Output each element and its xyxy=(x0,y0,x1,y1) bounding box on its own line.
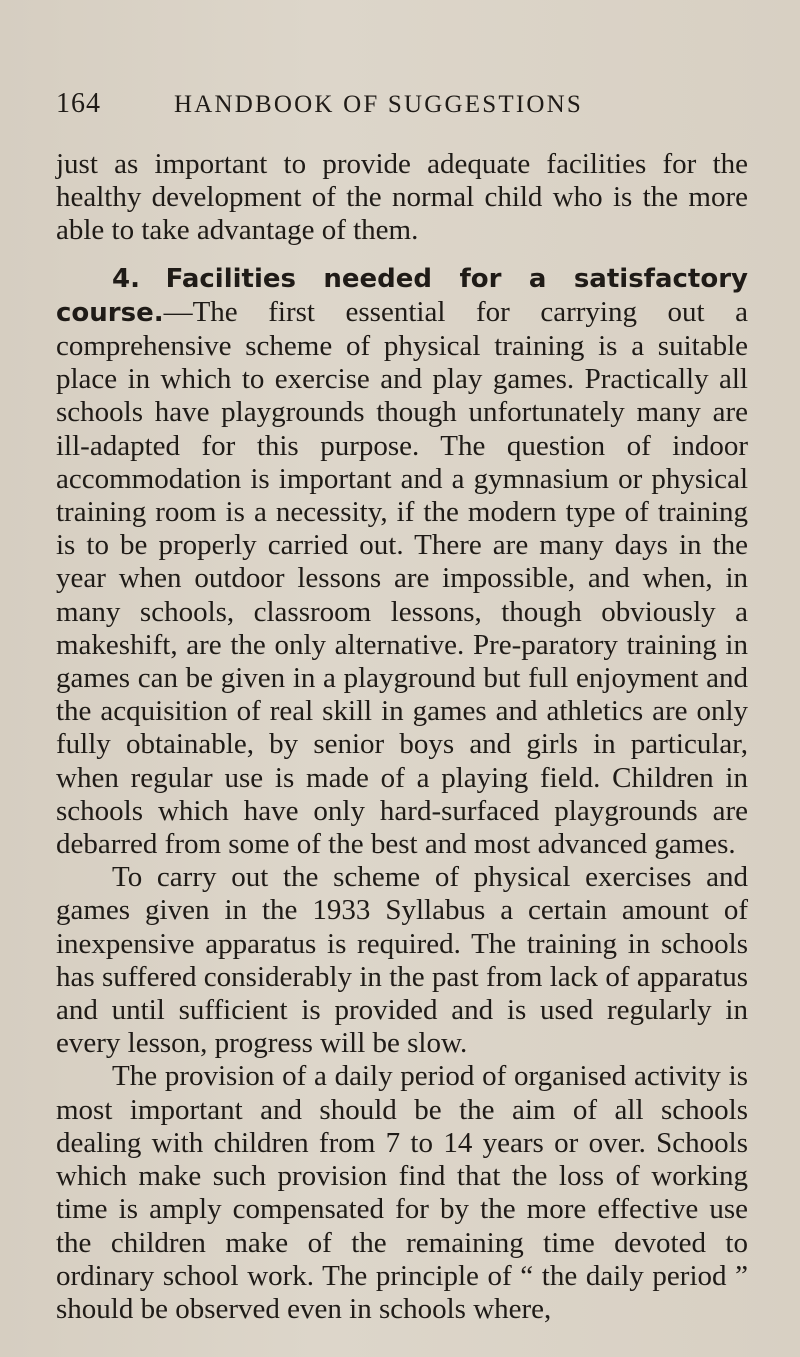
section-heading: Facilities needed for a satisfactory course. xyxy=(56,263,748,328)
page-body xyxy=(56,148,748,1326)
continued-paragraph: just as important to provide adequate facilities for the healthy development of the normal child who is the more able to take advantage of them. xyxy=(56,148,748,247)
running-head xyxy=(56,0,748,148)
apparatus-paragraph: To carry out the scheme of physical exercises and games given in the 1933 Syllabus a certain amount of inexpensive apparatus is required. The training in schools has suffered considerably in the past from lack of apparatus and until sufficient is provided and is used regularly in every lesson, progress will be slow. xyxy=(56,861,748,1060)
daily-period-paragraph: The provision of a daily period of organised activity is most important and should be the aim of all schools dealing with children from 7 to 14 years or over. Schools which make such provision find that the loss of working time is amply compensated for by the more effective use the children make of the remaining time devoted to ordinary school work. The principle of “ the daily period ” should be observed even in schools where, xyxy=(56,1060,748,1325)
section-number: 4. xyxy=(112,263,140,294)
page-number: 164 xyxy=(56,88,101,119)
section-paragraph-text: The first essential for carrying out a comprehensive scheme of physical training is a suitable place in which to exercise and play games. Practically all schools have playgrounds though unfortunately many are ill-adapted for this purpose. The question of indoor accommodation is important and a gymnasium or physical training room is a necessity, if the modern type of training is to be properly carried out. There are many days in the year when outdoor lessons are impossible, and when, in many schools, classroom lessons, though obviously a makeshift, are the only alternative. Pre-paratory training in games can be given in a playground but full enjoyment and the acquisition of real skill in games and athletics are only fully obtainable, by senior boys and girls in particular, when regular use is made of a playing field. Children in schools which have only hard-surfaced playgrounds are debarred from some of the best and most advanced games. xyxy=(56,295,748,861)
running-title: HANDBOOK OF SUGGESTIONS xyxy=(174,91,583,118)
section-dash: — xyxy=(163,295,193,328)
section-4-paragraph xyxy=(56,262,748,862)
